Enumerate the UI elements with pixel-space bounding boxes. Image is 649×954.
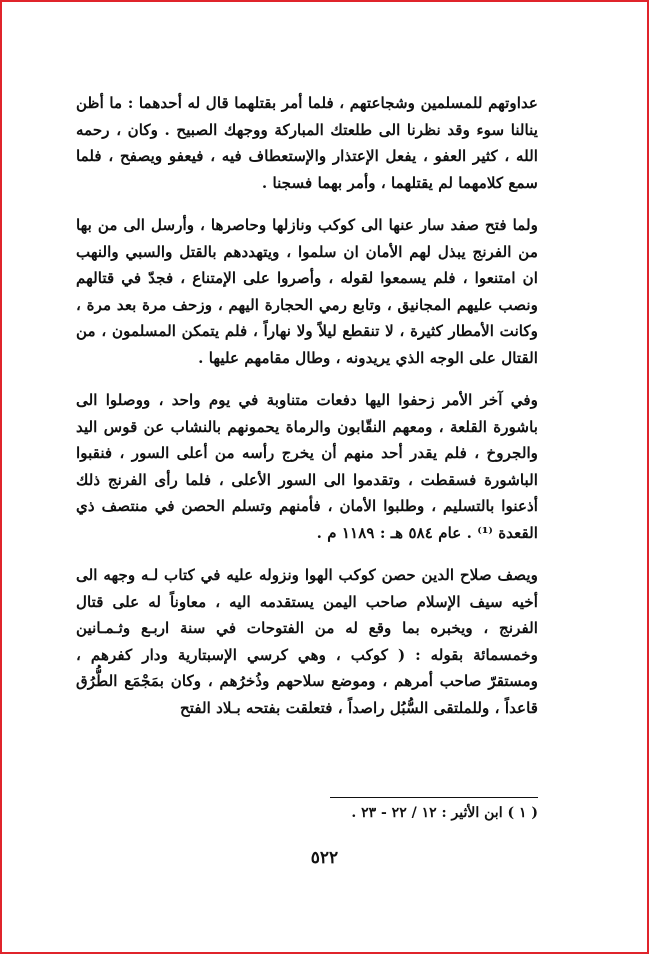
footnote-divider [330,797,538,798]
paragraph-3: وفي آخر الأمر زحفوا اليها دفعات متناوبة في يوم واحد ، ووصلوا الى باشورة القلعة ، ومعهم النقّابون والرماة يحمونهم بالنشاب عن قوس اليد والجروخ ، فلم يقدر أحد منهم أن يخرج رأسه من أعلى السور ، فنقبوا الباشورة فسقطت ، وتقدموا الى السور الأعلى ، فلما رأى الفرنج ذلك أذعنوا بالتسليم ، وطلبوا الأمان ، فأمنهم وتسلم الحصن في منتصف ذي القعدة ⁽¹⁾ . عام ٥٨٤ هـ : ١١٨٩ م . [76,391,538,542]
page-number: ٥٢٢ [310,848,339,868]
footnote: ( ١ ) ابن الأثير : ١٢ / ٢٢ - ٢٣ . [351,805,538,821]
paragraph-1: عداوتهم للمسلمين وشجاعتهم ، فلما أمر بقتلهما قال له أحدهما : ما أظن ينالنا سوء وقد نظرنا الى طلعتك المباركة ووجهك الصبيح . وكان ، رحمه الله ، كثير العفو ، يفعل الإعتذار والإستعطاف فيه ، فيعفو ويصفح ، فلما سمع كلامهما لم يقتلهما ، وأمر بهما فسجنا . [76,94,538,192]
main-text [76,90,538,721]
paragraph-2: ولما فتح صفد سار عنها الى كوكب ونازلها وحاصرها ، وأرسل الى من بها من الفرنج يبذل لهم الأمان ان سلموا ، ويتهددهم بالقتل والسبي والنهب ان امتنعوا ، فلم يسمعوا لقوله ، وأصروا على الإمتناع ، فجدّ في قتالهم ونصب عليهم المجانيق ، وتابع رمي الحجارة اليهم ، وزحف مرة بعد مرة ، وكانت الأمطار كثيرة ، لا تنقطع ليلاً ولا نهاراً ، فلم يتمكن المسلمون ، من القتال على الوجه الذي يريدونه ، وطال مقامهم عليها . [76,216,538,367]
paragraph-4: ويصف صلاح الدين حصن كوكب الهوا ونزوله عليه في كتاب لـه وجهه الى أخيه سيف الإسلام صاحب اليمن يستقدمه اليه ، معاوناً له على قتال الفرنج ، ويخبره بما وقع له من الفتوحات في سنة اربـع وثـمـانين وخمسمائة بقوله : ( كوكب ، وهي كرسي الإسبتارية ودار كفرهم ، ومستقرّ صاحب أمرهم ، وموضع سلاحهم وذُخرُهم ، وكان بمَجْمَع الطُّرُق قاعداً ، وللملتقى السُّبُل راصداً ، فتعلقت بفتحه بـلاد الفتح [76,566,538,717]
